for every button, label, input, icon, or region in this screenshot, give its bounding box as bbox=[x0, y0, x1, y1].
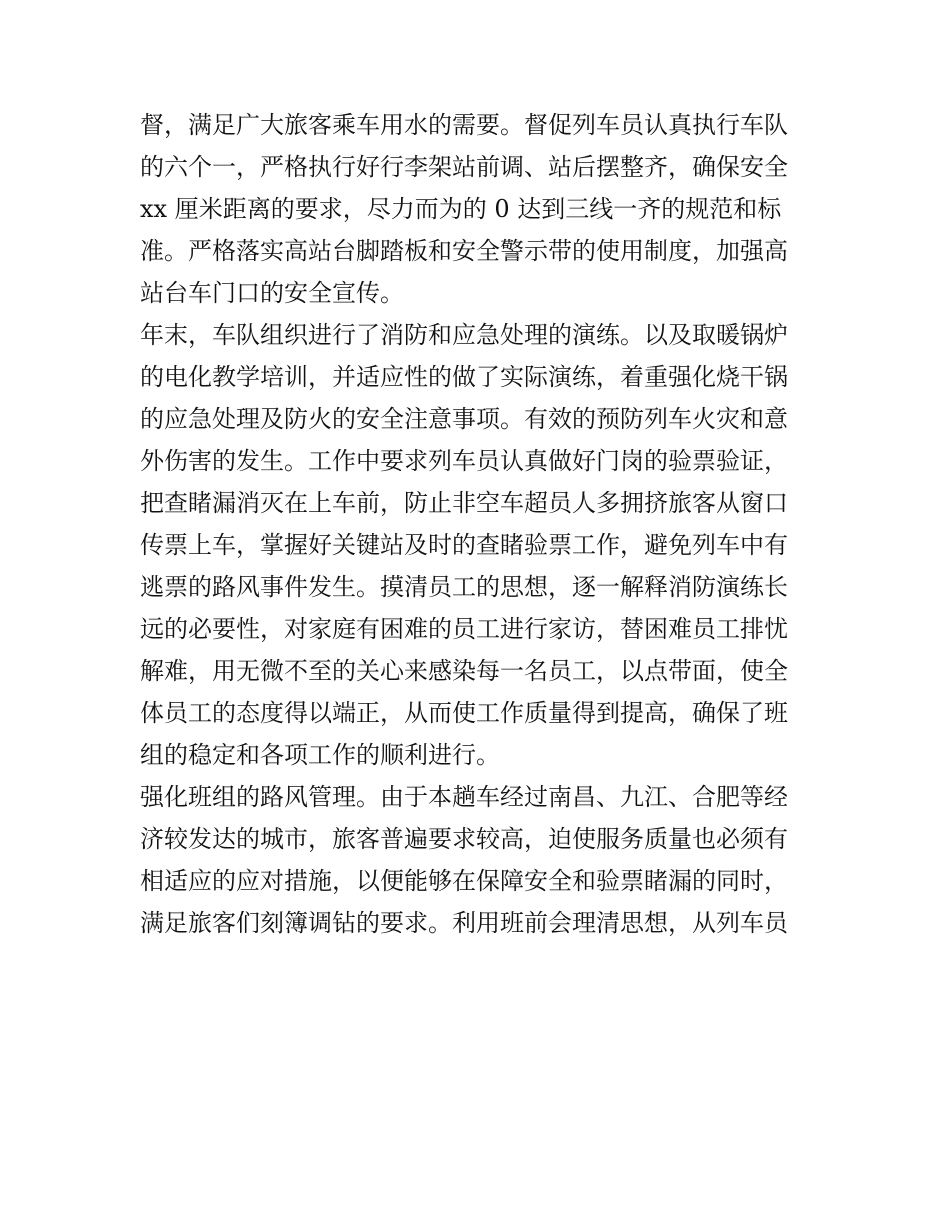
text-line: 体员工的态度得以端正，从而使工作质量得到提高，确保了班 bbox=[140, 699, 788, 727]
text-line: 的电化教学培训，并适应性的做了实际演练，着重强化烧干锅 bbox=[140, 363, 788, 391]
text-line: 逃票的路风事件发生。摸清员工的思想，逐一解释消防演练长 bbox=[140, 573, 788, 601]
text-line: 的六个一，严格执行好行李架站前调、站后摆整齐，确保安全 bbox=[140, 153, 788, 181]
text-line: 强化班组的路风管理。由于本趟车经过南昌、九江、合肥等经 bbox=[140, 783, 788, 811]
text-line: 解难，用无微不至的关心来感染每一名员工，以点带面，使全 bbox=[140, 657, 788, 685]
text-line: 济较发达的城市，旅客普遍要求较高，迫使服务质量也必须有 bbox=[140, 825, 788, 853]
text-line: 年末，车队组织进行了消防和应急处理的演练。以及取暖锅炉 bbox=[140, 321, 788, 349]
text-line: 远的必要性，对家庭有困难的员工进行家访，替困难员工排忧 bbox=[140, 615, 788, 643]
paragraph-3 bbox=[140, 776, 820, 944]
text-line: 的应急处理及防火的安全注意事项。有效的预防列车火灾和意 bbox=[140, 405, 788, 433]
text-line: xx 厘米距离的要求，尽力而为的 0 达到三线一齐的规范和标 bbox=[140, 195, 782, 223]
text-line: 站台车门口的安全宣传。 bbox=[140, 279, 404, 307]
text-line: 准。严格落实高站台脚踏板和安全警示带的使用制度，加强高 bbox=[140, 237, 788, 265]
text-line: 满足旅客们刻簿调钻的要求。利用班前会理清思想，从列车员 bbox=[140, 909, 788, 937]
paragraph-2 bbox=[140, 314, 820, 776]
document-body bbox=[140, 104, 820, 944]
text-line: 相适应的应对措施，以便能够在保障安全和验票睹漏的同时， bbox=[140, 867, 788, 895]
text-line: 督，满足广大旅客乘车用水的需要。督促列车员认真执行车队 bbox=[140, 111, 788, 139]
text-line: 组的稳定和各项工作的顺利进行。 bbox=[140, 741, 500, 769]
text-line: 外伤害的发生。工作中要求列车员认真做好门岗的验票验证， bbox=[140, 447, 788, 475]
text-line: 传票上车，掌握好关键站及时的查睹验票工作，避免列车中有 bbox=[140, 531, 788, 559]
paragraph-1 bbox=[140, 104, 820, 314]
text-line: 把查睹漏消灭在上车前，防止非空车超员人多拥挤旅客从窗口 bbox=[140, 489, 788, 517]
